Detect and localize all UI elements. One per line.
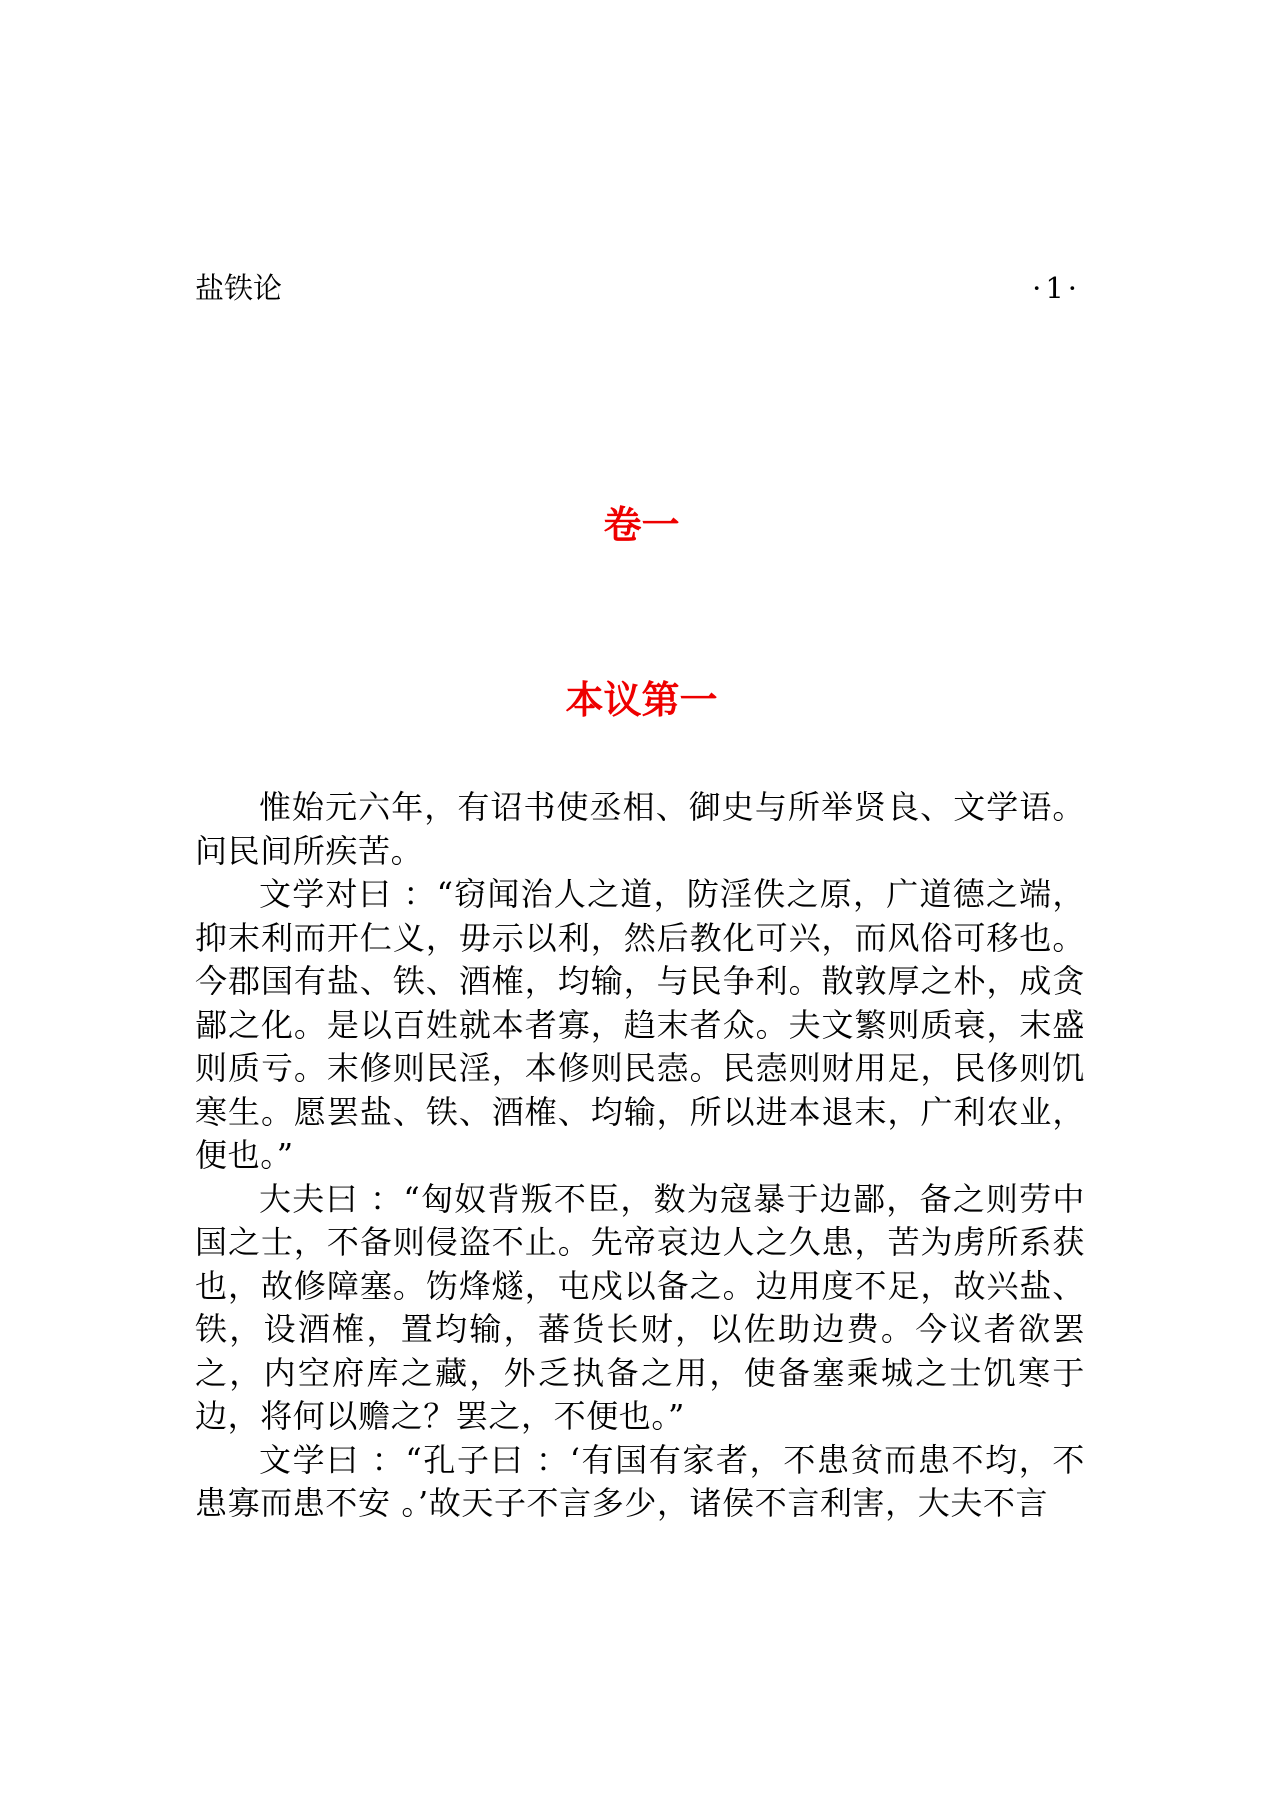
page-number: ·1· bbox=[1032, 271, 1081, 305]
paragraph: 文学曰 ：“孔子曰 ：‘有国有家者，不患贫而患不均，不患寡而患不安 。’故天子不言多少，诸侯不言利害，大夫不言 bbox=[195, 1440, 1085, 1522]
running-header bbox=[195, 268, 1081, 308]
paragraph: 文学对曰 ：“窃闻治人之道，防淫佚之原，广道德之端，抑末利而开仁义，毋示以利，然后教化可兴，而风俗可移也。今郡国有盐、铁、酒榷，均输，与民争利。散敦厚之朴，成贪鄙之化。是以百姓就本者寡，趋末者众。夫文繁则质衰，末盛则质亏。末修则民淫，本修则民悫。民悫则财用足，民侈则饥寒生。愿罢盐、铁、酒榷、均输，所以进本退末，广利农业，便也。” bbox=[195, 875, 1085, 1174]
volume-title: 卷一 bbox=[603, 503, 680, 547]
paragraph: 大夫曰 ：“匈奴背叛不臣，数为寇暴于边鄙，备之则劳中国之士，不备则侵盗不止。先帝哀边人之久患，苦为虏所系获也，故修障塞。饬烽燧，屯戍以备之。边用度不足，故兴盐、铁，设酒榷，置均输，蕃货长财，以佐助边费。今议者欲罢之，内空府库之藏，外乏执备之用，使备塞乘城之士饥寒于边，将何以赡之？罢之，不便也。” bbox=[195, 1179, 1085, 1435]
chapter-title: 本议第一 bbox=[565, 678, 718, 722]
paragraph: 惟始元六年，有诏书使丞相、御史与所举贤良、文学语。问民间所疾苦。 bbox=[195, 788, 1085, 870]
body-text bbox=[195, 786, 1085, 1526]
running-title: 盐铁论 bbox=[195, 271, 283, 305]
